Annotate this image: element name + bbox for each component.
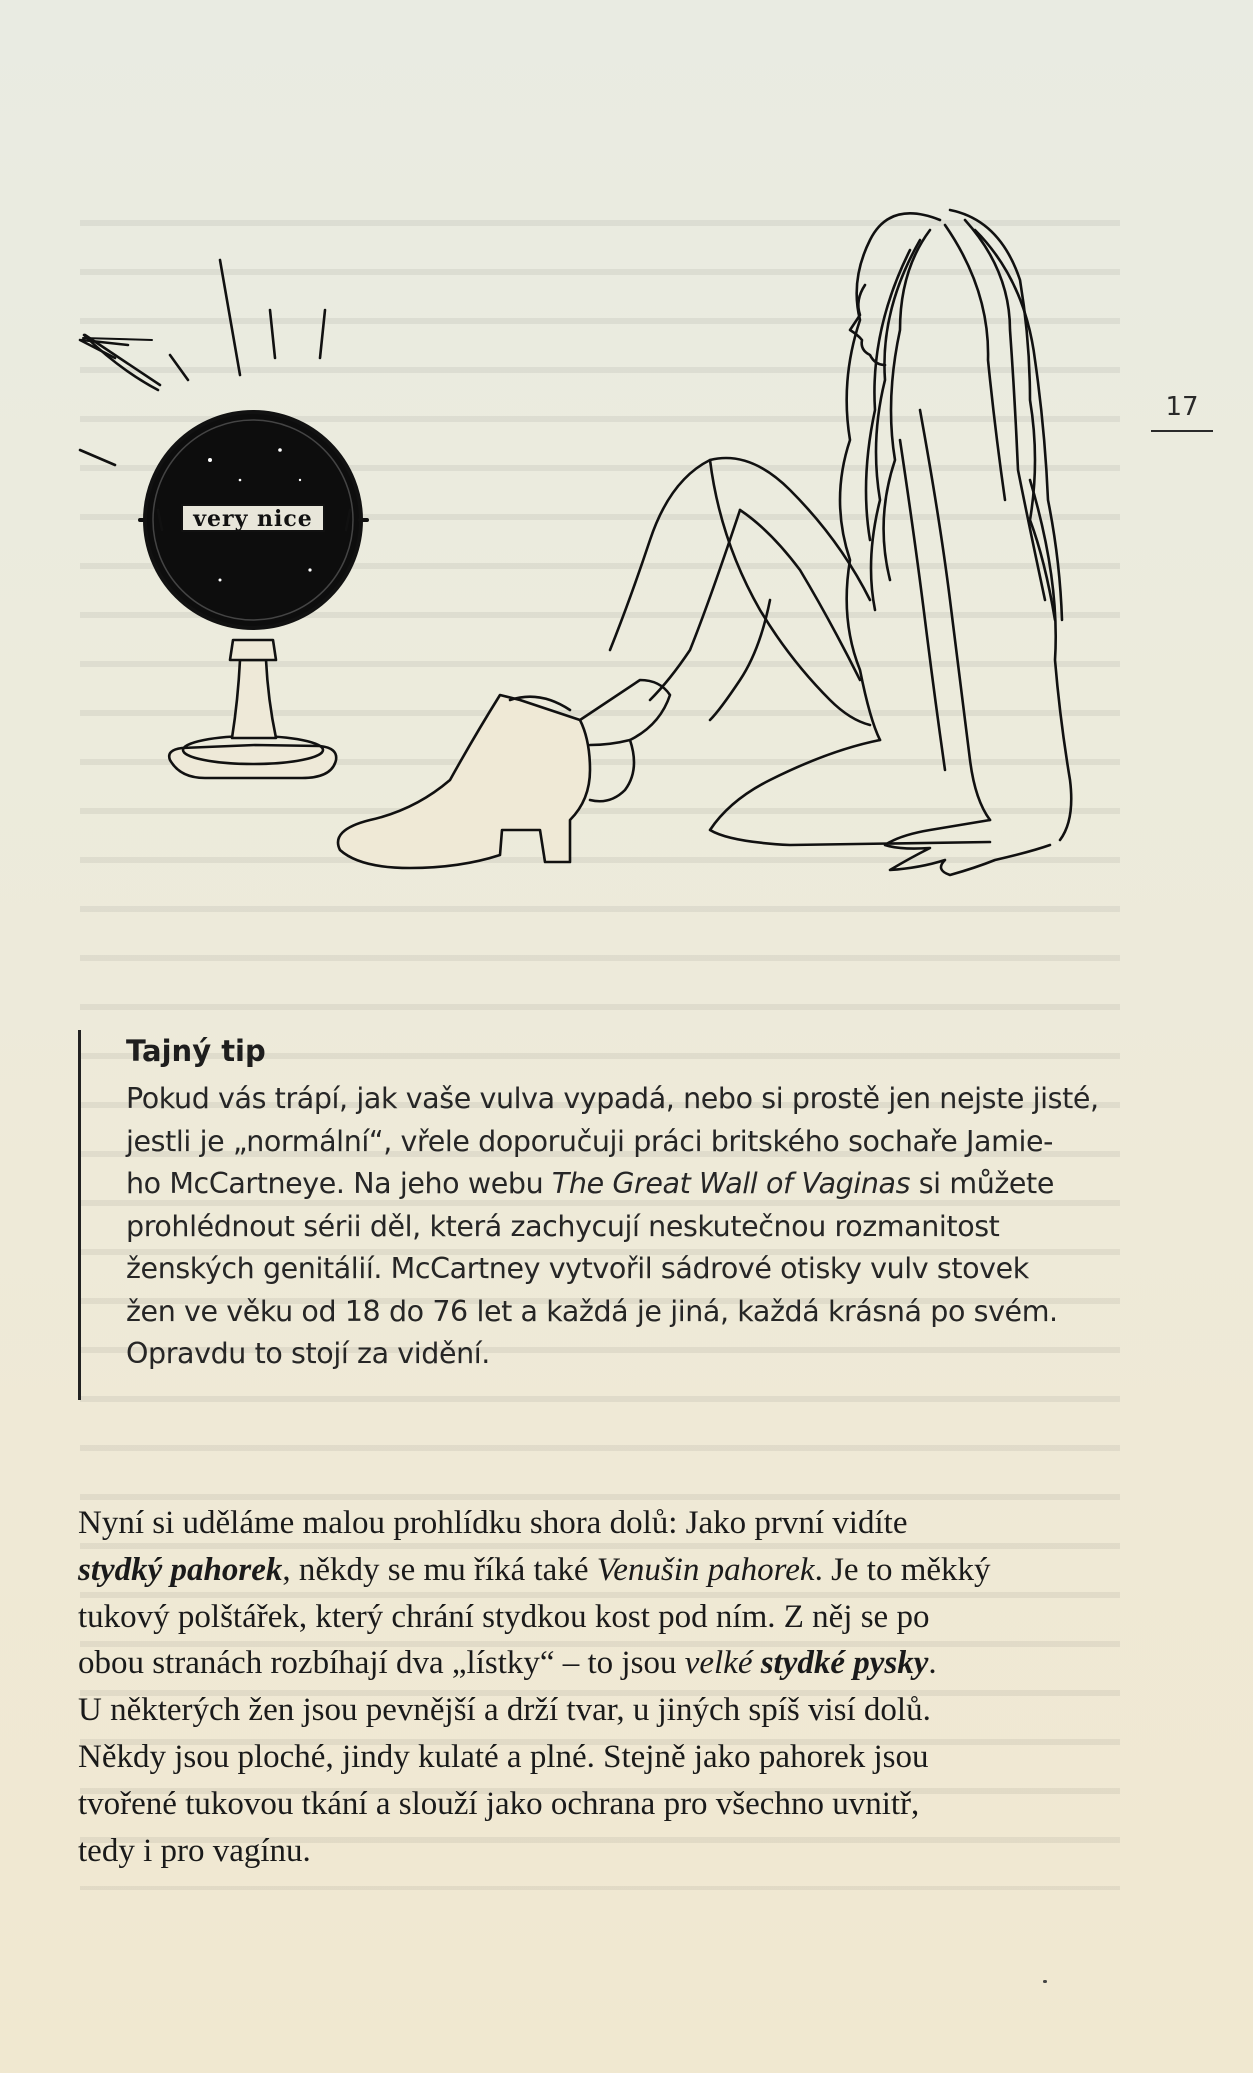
term-emphasis: stydké pysky [760,1645,929,1682]
illustration-woman-and-mirror [70,180,1090,900]
tip-line: Pokud vás trápí, jak vaše vulva vypadá, nebo si prostě jen nejste jisté, [126,1082,1099,1115]
tip-line: Opravdu to stojí za vidění. [126,1337,490,1370]
body-line: tvořené tukovou tkání a slouží jako ochrana pro všechno uvnitř, [78,1785,920,1822]
body-line: U některých žen jsou pevnější a drží tvar, u jiných spíš visí dolů. [78,1692,931,1729]
body-line-part: . [928,1645,937,1682]
tip-line: ženských genitálií. McCartney vytvořil sádrové otisky vulv stovek [126,1252,1029,1285]
body-line [78,1640,1138,1687]
mirror [140,412,367,778]
tip-line: jestli je „normální“, vřele doporučuji práci britského sochaře Jamie- [126,1124,1054,1158]
body-line: tukový polštářek, který chrání stydkou kost pod ním. Z něj se po [78,1598,930,1635]
tip-box [78,1030,1141,1400]
body-line [78,1547,1138,1594]
page-number: 17 [1151,392,1213,432]
mirror-label: very nice [193,506,313,532]
tip-title: Tajný tip [126,1034,266,1068]
body-line-part: . Je to měkký [814,1551,991,1588]
body-line-part [752,1645,760,1681]
body-line-part: obou stranách rozbíhají dva „lístky“ – to jsou [78,1645,685,1682]
tip-line: žen ve věku od 18 do 76 let a každá je jiná, každá krásná po svém. [126,1294,1058,1328]
body-line: Někdy jsou ploché, jindy kulaté a plné. Stejně jako pahorek jsou [78,1738,929,1775]
woman-figure [338,210,1071,875]
term-italic: Venušin pahorek [596,1551,815,1588]
tip-line-part: si můžete [910,1167,1054,1200]
tip-line: prohlédnout sérii děl, která zachycují neskutečnou rozmanitost [126,1209,1000,1243]
term-emphasis: stydký pahorek [78,1551,283,1588]
stray-mark [1043,1980,1047,1983]
website-title: The Great Wall of Vaginas [551,1167,911,1200]
body-line: tedy i pro vagínu. [78,1832,311,1869]
tip-line [126,1163,1126,1206]
tip-line-part: ho McCartneye. Na jeho webu [126,1167,552,1200]
body-paragraph [78,1500,1138,1874]
term-italic: velké [684,1645,753,1682]
body-line-part: , někdy se mu říká také [282,1551,597,1588]
body-line: Nyní si uděláme malou prohlídku shora dolů: Jako první vidíte [78,1505,908,1541]
tip-text [126,1078,1126,1376]
